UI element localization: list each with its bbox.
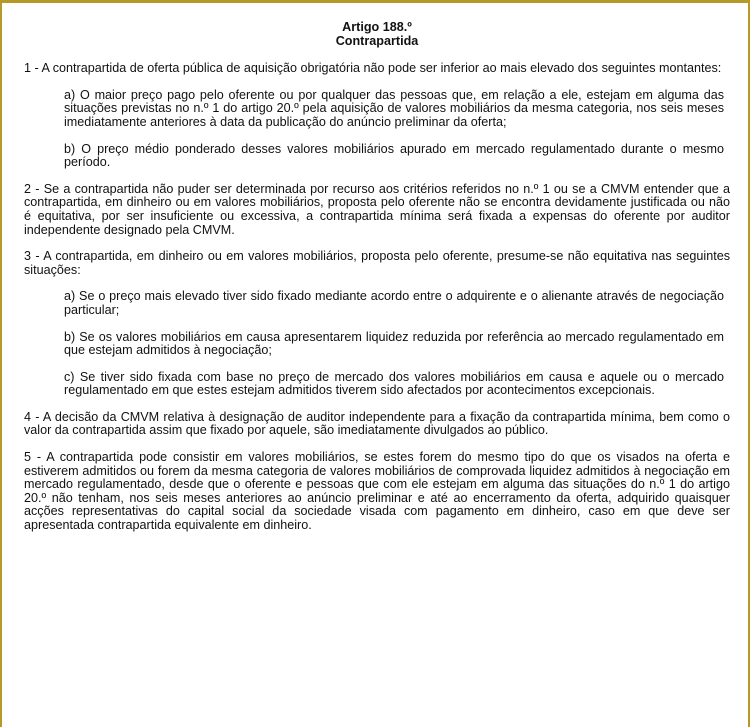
paragraph-3-c: c) Se tiver sido fixada com base no preço de mercado dos valores mobiliários em causa e aquele ou o mercado regulamentado em que estes estejam admitidos tiverem sido afectados por acontecimentos excepcionais. <box>64 369 724 398</box>
article-title: Contrapartida <box>335 33 419 48</box>
paragraph-3-a: a) Se o preço mais elevado tiver sido fixado mediante acordo entre o adquirente e o alienante através de negociação particular; <box>64 289 724 317</box>
article-heading <box>24 21 730 48</box>
paragraph-4: 4 - A decisão da CMVM relativa à designação de auditor independente para a fixação da contrapartida mínima, bem como o valor da contrapartida assim que fixado por aquele, são imediatamente divulgados ao público. <box>24 409 730 438</box>
paragraph-1-a: a) O maior preço pago pelo oferente ou por qualquer das pessoas que, em relação a ele, estejam em alguma das situações previstas no n.º 1 do artigo 20.º pela aquisição de valores mobiliários da mesma categoria, nos seis meses imediatamente anteriores à data da publicação do anúncio preliminar da oferta; <box>64 87 724 129</box>
article-content <box>24 21 730 546</box>
paragraph-1: 1 - A contrapartida de oferta pública de aquisição obrigatória não pode ser inferior ao mais elevado dos seguintes montantes: <box>24 61 722 76</box>
paragraph-1-b: b) O preço médio ponderado desses valores mobiliários apurado em mercado regulamentado durante o mesmo período. <box>64 141 724 170</box>
paragraph-2: 2 - Se a contrapartida não puder ser determinada por recurso aos critérios referidos no n.º 1 ou se a CMVM entender que a contrapartida, em dinheiro ou em valores mobiliários, proposta pelo oferente não se encontra devidamente justificada ou não é equitativa, por ser insuficiente ou excessiva, a contrapartida mínima será fixada a expensas do oferente por auditor independente designado pela CMVM. <box>24 181 730 237</box>
paragraph-3-b: b) Se os valores mobiliários em causa apresentarem liquidez reduzida por referência ao mercado regulamentado em que estejam admitidos à negociação; <box>64 329 724 358</box>
article-number: Artigo 188.º <box>342 20 412 34</box>
paragraph-5: 5 - A contrapartida pode consistir em valores mobiliários, se estes forem do mesmo tipo do que os visados na oferta e estiverem admitidos ou forem da mesma categoria de valores mobiliários de comprovada liquidez admitidos à negociação em mercado regulamentado, desde que o oferente e pessoas que com ele estejam em alguma das situações do n.º 1 do artigo 20.º não tenham, nos seis meses anteriores ao anúncio preliminar e até ao encerramento da oferta, adquirido quaisquer acções representativas do capital social da sociedade visada com pagamento em dinheiro, caso em que deve ser apresentada contrapartida equivalente em dinheiro. <box>24 450 730 533</box>
paragraph-3: 3 - A contrapartida, em dinheiro ou em valores mobiliários, proposta pelo oferente, presume-se não equitativa nas seguintes situações: <box>24 249 730 277</box>
